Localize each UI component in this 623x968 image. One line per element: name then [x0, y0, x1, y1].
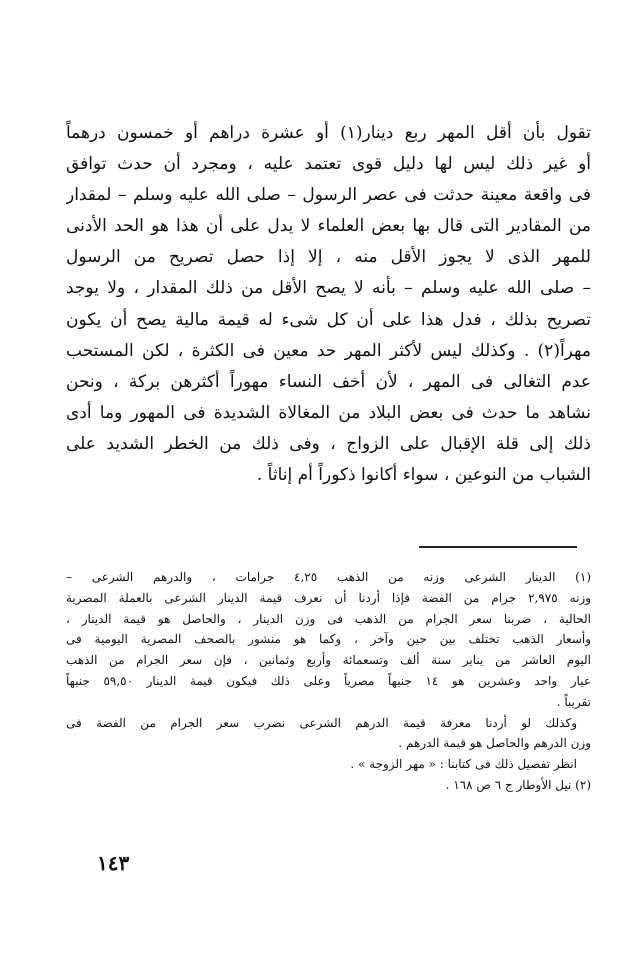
- main-text-line: للمهر الذى لا يجوز الأقل منه ، إلا إذا حصل تصريح من الرسول: [66, 247, 591, 268]
- main-text-line: عدم التغالى فى المهر ، لأن أخف النساء مهوراً أكثرهن بركة ، ونحن: [66, 371, 591, 392]
- footnote-line: انظر تفصيل ذلك فى كتابنا : « مهر الزوجة » .: [350, 757, 577, 772]
- footnote-line: الحالية ، ضربنا سعر الجرام من الذهب فى وزن الدينار ، والحاصل هو قيمة الدينار ،: [66, 611, 591, 626]
- main-text-line: ذلك إلى قلة الإقبال على الزواج ، وفى ذلك من الخطر الشديد على: [66, 433, 591, 454]
- main-text-line: من المقادير التى قال بها بعض العلماء لا يدل على أن هذا هو الحد الأدنى: [66, 216, 591, 237]
- footnote-line: وأسعار الذهب تختلف بين حين وآخر ، وكما هو منشور بالصحف المصرية اليومية فى: [66, 632, 591, 647]
- main-text-line: تقول بأن أقل المهر ربع دينار(١) أو عشرة دراهم أو خمسون درهماً: [66, 123, 591, 143]
- main-text-line: نشاهد ما حدث فى بعض البلاد من المغالاة الشديدة فى المهور وما أدى: [66, 402, 591, 423]
- footnote-line: (١) الدينار الشرعى وزنه من الذهب ٤,٢٥ جرامات ، والدرهم الشرعى –: [66, 570, 591, 584]
- footnote-line: وزن الدرهم والحاصل هو قيمة الدرهم .: [398, 736, 591, 751]
- main-text-block: [66, 118, 591, 491]
- page-number: ١٤٣: [97, 851, 130, 875]
- footnote-line: عيار واحد وعشرين هو ١٤ جنيهاً مصرياً وعلى ذلك فيكون قيمة الدينار ٥٩,٥٠ جنيهاً: [66, 673, 591, 688]
- main-text-line: الشباب من النوعين ، سواء أكانوا ذكوراً أم إناثاً .: [256, 465, 591, 486]
- main-text-line: فى واقعة معينة حدثت فى عصر الرسول – صلى الله عليه وسلم – لمقدار: [66, 185, 591, 206]
- main-text-line: تصريح بذلك ، فدل هذا على أن كل شىء له قيمة مالية يصح أن يكون: [66, 309, 591, 330]
- footnote-line: (٢) نيل الأوطار ج ٦ ص ١٦٨ .: [445, 777, 591, 792]
- footnote-line: اليوم العاشر من يناير سنة ألف وتسعمائة وأربع وثمانين ، فإن سعر الجرام من الذهب: [66, 653, 591, 668]
- footnote-line: وزنه ٢,٩٧٥ جرام من الفضة فإذا أردنا أن نعرف قيمة الدينار الشرعى بالعملة المصرية: [66, 590, 591, 605]
- footnote-separator-rule: [419, 546, 577, 548]
- main-text-line: مهراً(٢) . وكذلك ليس لأكثر المهر حد معين فى الكثرة ، لكن المستحب: [66, 340, 591, 361]
- main-text-line: أو غير ذلك ليس لها دليل قوى تعتمد عليه ، ومجرد أن حدث توافق: [66, 154, 591, 175]
- main-text-line: – صلى الله عليه وسلم – بأنه لا يصح الأقل من ذلك المقدار ، ولا يوجد: [66, 278, 591, 299]
- footnote-line: تقريباً .: [556, 694, 591, 709]
- footnotes-block: [66, 567, 591, 796]
- footnote-line: وكذلك لو أردنا معرفة قيمة الدرهم الشرعى نضرب سعر الجرام من الفضة فى: [66, 715, 577, 730]
